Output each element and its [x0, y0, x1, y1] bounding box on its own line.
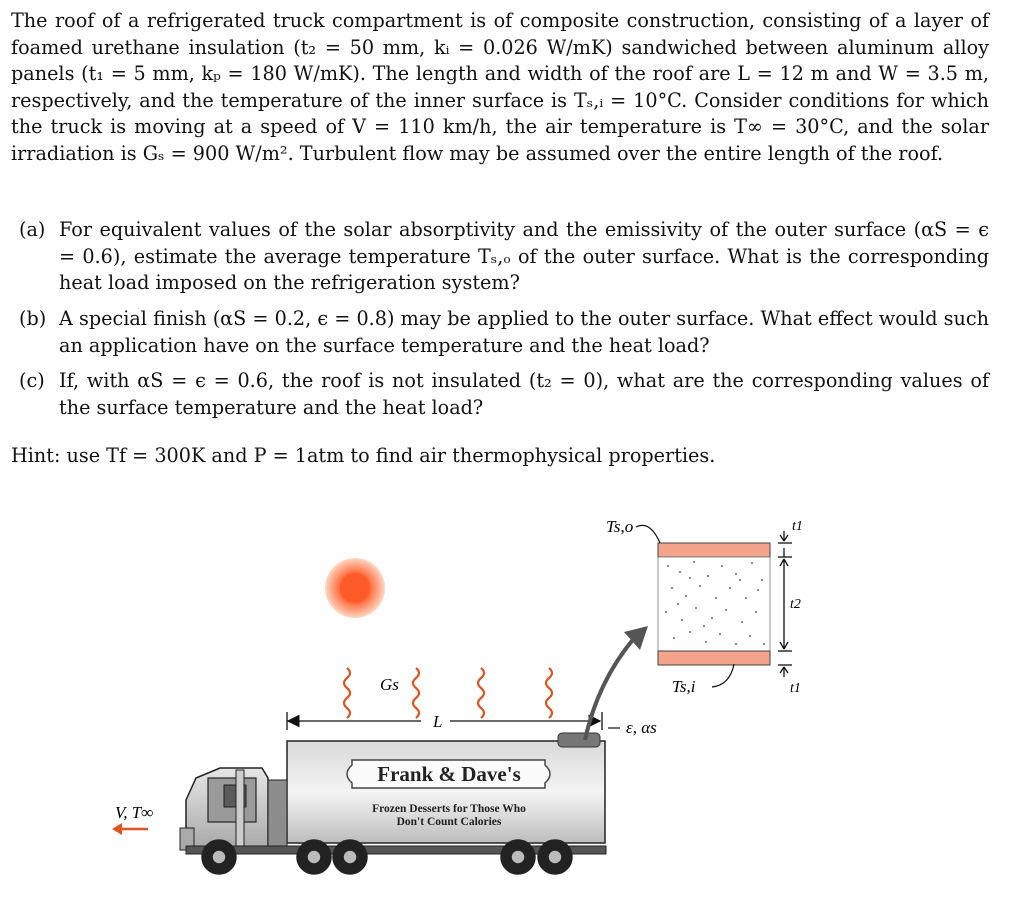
problem-intro: The roof of a refrigerated truck compartment is of composite construction, consisting of a layer of foamed urethane insulation (t₂ = 50 mm, kᵢ = 0.026 W/mK) sandwiched between aluminum alloy panels (t₁ = 5 mm, kₚ = 180 W/mK). The length and width of the roof are L = 12 m and W = 3.5 m, respectively, and the temperature of the inner surface is Tₛ,ᵢ = 10°C. Consider conditions for which the truck is moving at a speed of V = 110 km/h, the air temperature is T∞ = 30°C, and the solar irradiation is Gₛ = 900 W/m². Turbulent flow may be assumed over the entire length of the roof.	[11, 9, 989, 165]
length-dimension	[287, 712, 602, 730]
truck-slogan-line-1: Frozen Desserts for Those Who	[372, 803, 526, 815]
inner-surface-temperature-label: Ts,i	[672, 677, 696, 696]
t1-bottom-label: t1	[790, 681, 801, 696]
roof-cross-section	[658, 543, 770, 665]
part-b-text: A special finish (αS = 0.2, ϵ = 0.8) may be applied to the outer surface. What effect would such an application have on the surface temperature and the heat load?	[59, 307, 989, 357]
emissivity-absorptivity-label: ε, αs	[626, 718, 657, 737]
hint: Hint: use Tf = 300K and P = 1atm to find air thermophysical properties.	[11, 444, 716, 467]
truck-brand-text: Frank & Dave's	[377, 762, 521, 786]
part-c-label: (c)	[19, 369, 45, 392]
t1-top-label: t1	[792, 519, 803, 534]
part-b-label: (b)	[19, 307, 47, 330]
length-label: L	[433, 712, 443, 731]
solar-irradiation-wave-icons	[344, 668, 552, 718]
part-c-text: If, with αS = ϵ = 0.6, the roof is not insulated (t₂ = 0), what are the corresponding values of the surface temperature and the heat load?	[59, 369, 989, 419]
gs-label: Gs	[380, 675, 399, 694]
part-a-label: (a)	[19, 218, 46, 241]
part-a-text: For equivalent values of the solar absorptivity and the emissivity of the outer surface (αS = ϵ = 0.6), estimate the average temperature Tₛ,ₒ of the outer surface. What is the corresponding heat load imposed on the refrigeration system?	[59, 218, 989, 295]
t2-label: t2	[790, 597, 801, 612]
outer-surface-temperature-label: Ts,o	[606, 517, 634, 536]
truck-slogan-line-2: Don't Count Calories	[396, 816, 502, 828]
velocity-temperature-label: V, T∞	[115, 803, 154, 822]
